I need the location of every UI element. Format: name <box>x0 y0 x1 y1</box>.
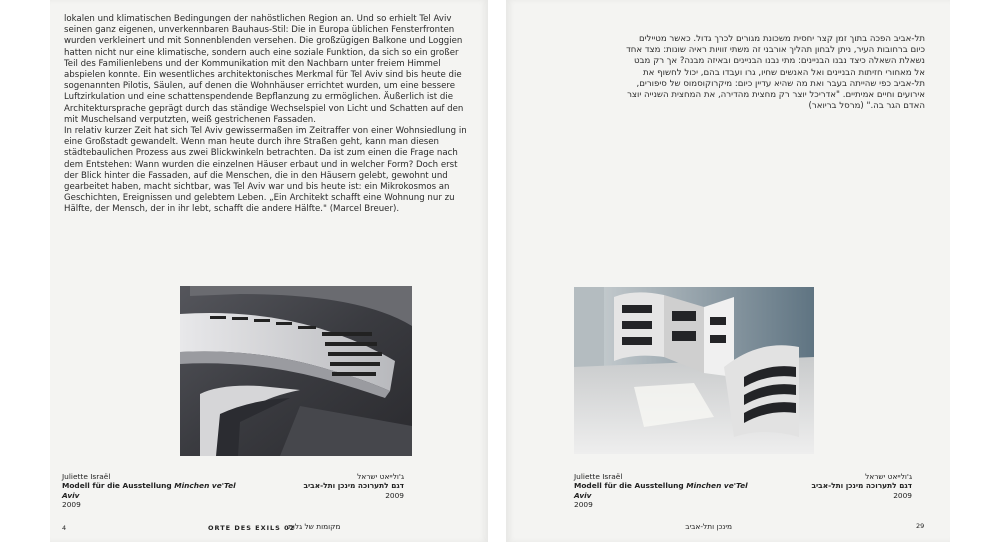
right-page-number: 29 <box>916 522 925 530</box>
right-caption <box>574 472 754 510</box>
german-paragraph-2: In relativ kurzer Zeit hat sich Tel Aviv gewissermaßen im Zeitraffer von einer Wohnsiedlung in eine Großstadt gewandelt. Wenn man heute durch ihre Straßen geht, kann man diesen städtebaulichen Prozess aus zwei Blickwinkeln betrachten. Da ist zum einen die Frage nach dem Entstehen: Wann wurden die einzelnen Häuser erbaut und in welcher Form? Doch erst der Blick hinter die Fassaden, auf die Menschen, die in den Häusern gelebt, gewohnt und gearbeitet haben, macht sichtbar, was Tel Aviv war und bis heute ist: ein Mikrokosmos an Geschichten, Ereignissen und gelebtem Leben. „Ein Architekt schafft eine Wohnung nur zu Hälfte, der Mensch, der in ihr lebt, schafft die andere Hälfte." (Marcel Breuer). <box>64 126 467 215</box>
german-paragraph-1: lokalen und klimatischen Bedingungen der nahöstlichen Region an. Und so erhielt Tel Aviv seinen ganz eigenen, unverkennbaren Bauhaus-Stil: Die in Europa üblichen Fensterfronten wurden verkleinert und mit Sonnenblenden versehen. Die großzügigen Balkone und Loggien hatten nicht nur eine klimatische, sondern auch eine soziale Funktion, da sich so ein großer Teil des Familienlebens und der Kommunikation mit den Nachbarn unter freiem Himmel abspielen konnte. Ein wesentliches architektonisches Merkmal für Tel Aviv sind bis heute die sogenannten Pilotis, Säulen, auf denen die Wohnhäuser errichtet wurden, um eine bessere Luftzirkulation und eine schattenspendende Bepflanzung zu ermöglichen. Äußerlich ist die Architektursprache geprägt durch das ständige Wechselspiel von Licht und Schatten auf den mit Muschelsand verputzten, weiß gestrichenen Fassaden. <box>64 14 464 125</box>
right-caption-title-italic: Minchen ve'Tel Aviv <box>574 481 748 500</box>
left-caption-author-he: ג'ולייאט ישראל <box>357 472 404 481</box>
right-caption-year-he: 2009 <box>893 490 912 500</box>
hebrew-paragraph: תל-אביב הפכה בתוך זמן קצר יחסית משכונת מגורים לכרך גדול. כאשר מטיילים כיום ברחובות העיר, ניתן לבחון תהליך אורבני זה משתי זוויות ראיה שונות: מצד אחד נשאלת השאלה כיצד נבנו הבניינים: מתי נבנו הבניינים ובאיזה מבנה? אך רק מבט אל מאחורי חזיתות הבניינים ואל האנשים שחיו, גרו ועבדו בהם, יכול לחשוף את תל-אביב כפי שהייתה בעבר ואת מה שהיא עדיין כיום: מיקרוקוסמוס של סיפורים, אירועים וחיים אמיתיים. "אדריכל יוצר רק מחצית מהדירה, את המחצית השנייה יוצר האדם הגר בה." (מרסל בריואר) <box>626 34 925 112</box>
model-photo-left <box>180 286 412 456</box>
left-caption-title-italic: Minchen ve'Tel Aviv <box>62 481 236 500</box>
left-caption-title-prefix: Modell für die Ausstellung <box>62 481 175 491</box>
left-caption-hebrew <box>294 472 404 500</box>
left-caption-title <box>62 481 242 500</box>
left-page-number: 4 <box>62 524 67 532</box>
right-footer-title-he: מינכן ותל-אביב <box>685 522 732 531</box>
right-caption-title-he: דגם לתערוכה מינכן ותל-אביב <box>811 481 912 491</box>
left-series-label-he: מקומות של גלות <box>288 522 341 531</box>
left-caption-year-he: 2009 <box>385 490 404 500</box>
right-caption-title <box>574 481 754 500</box>
right-caption-author-he: ג'ולייאט ישראל <box>865 472 912 481</box>
right-caption-hebrew <box>802 472 912 500</box>
left-caption <box>62 472 242 510</box>
left-series-label: ORTE DES EXILS 02 <box>208 524 296 532</box>
model-photo-right <box>574 287 814 454</box>
german-body-text <box>64 14 471 216</box>
left-caption-year: 2009 <box>62 500 81 510</box>
hebrew-body-text <box>625 34 925 112</box>
right-caption-year: 2009 <box>574 500 593 510</box>
left-caption-author: Juliette Israël <box>62 472 111 481</box>
left-caption-title-he: דגם לתערוכה מינכן ותל-אביב <box>303 481 404 491</box>
right-caption-title-prefix: Modell für die Ausstellung <box>574 481 687 491</box>
right-caption-author: Juliette Israël <box>574 472 623 481</box>
